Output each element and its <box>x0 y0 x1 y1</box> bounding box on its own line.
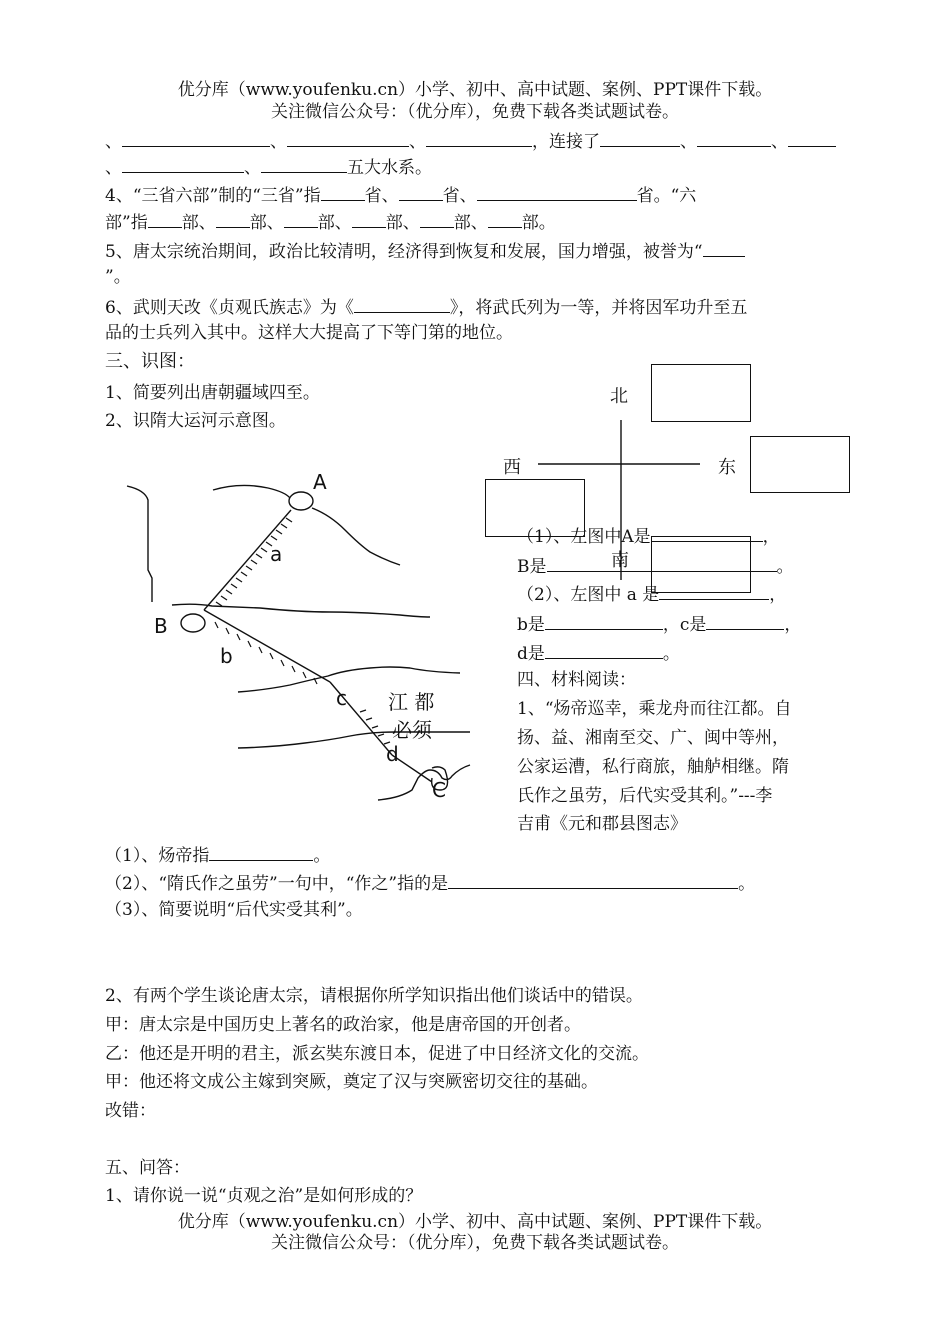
material-q1: （1）、炀帝指 。 <box>105 842 330 868</box>
question-6-line-1: 6、武则天改《贞观氏族志》为《 》，将武氏列为一等，并将因军功升至五 <box>105 294 747 320</box>
section-3-title: 三、识图： <box>105 351 195 372</box>
section-4-title: 四、材料阅读： <box>517 670 636 690</box>
map-label-d: d <box>386 742 399 766</box>
tang-q2: 2、有两个学生谈论唐太宗，请根据你所学知识指出他们谈话中的错误。 <box>105 986 643 1006</box>
tang-jia-1: 甲：唐太宗是中国历史上著名的政治家，他是唐帝国的开创者。 <box>105 1015 581 1035</box>
question-4-line-2: 部”指 部、 部、 部、 部、 部、 部。 <box>105 209 556 235</box>
section-3-q2: 2、识隋大运河示意图。 <box>105 411 286 431</box>
compass-north: 北 <box>610 386 628 407</box>
map-label-bixu: 必须 <box>392 718 432 742</box>
map-label-B: B <box>154 614 168 638</box>
footer-line-1: 优分库（www.youfenku.cn）小学、初中、高中试题、案例、PPT课件下载。 <box>177 1212 773 1232</box>
map-label-jiangdu: 江 都 <box>388 690 435 714</box>
map-label-c: c <box>336 686 347 710</box>
fill-line-2: 、 、 五大水系。 <box>105 154 432 180</box>
compass-south: 南 <box>611 550 629 571</box>
question-6-line-2: 品的士兵列入其中。这样大大提高了下等门第的地位。 <box>105 323 513 343</box>
map-q1: （1）、左图中A是 ， <box>517 523 780 549</box>
compass-east: 东 <box>718 457 736 478</box>
material-line-2: 扬、益、湘南至交、广、闽中等州， <box>517 728 789 748</box>
tang-fix: 改错： <box>105 1101 156 1121</box>
header-line-2: 关注微信公众号：（优分库），免费下载各类试题试卷。 <box>271 102 679 122</box>
map-label-A: A <box>313 470 327 494</box>
answer-box-west[interactable] <box>485 479 585 537</box>
material-q2: （2）、“隋氏作之虽劳”一句中，“作之”指的是 。 <box>105 870 755 896</box>
map-q1-b: B是 。 <box>517 553 794 579</box>
material-line-4: 氏作之虽劳，后代实受其利。”---李 <box>517 786 773 806</box>
material-line-3: 公家运漕，私行商旅，舳舻相继。隋 <box>517 757 789 777</box>
map-q2: （2）、左图中 a 是 ， <box>517 581 786 607</box>
material-line-1: 1、“炀帝巡幸，乘龙舟而往江都。自 <box>517 699 792 719</box>
header-line-1: 优分库（www.youfenku.cn）小学、初中、高中试题、案例、PPT课件下载。 <box>177 80 773 100</box>
tang-jia-2: 甲：他还将文成公主嫁到突厥，奠定了汉与突厥密切交往的基础。 <box>105 1072 598 1092</box>
section-5-q1: 1、请你说一说“贞观之治”是如何形成的？ <box>105 1186 423 1206</box>
material-line-5: 吉甫《元和郡县图志》 <box>517 814 687 834</box>
answer-box-south[interactable] <box>651 536 751 593</box>
section-5-title: 五、问答： <box>105 1158 190 1178</box>
section-3-q1: 1、简要列出唐朝疆域四至。 <box>105 383 320 403</box>
tang-yi: 乙：他还是开明的君主，派玄奘东渡日本，促进了中日经济文化的交流。 <box>105 1044 649 1064</box>
question-4-line-1: 4、“三省六部”制的“三省”指 省、 省、 省。“六 <box>105 182 696 208</box>
compass-west: 西 <box>503 457 521 478</box>
map-label-C: C <box>432 778 446 802</box>
footer-line-2: 关注微信公众号：（优分库），免费下载各类试题试卷。 <box>271 1233 679 1253</box>
material-q3: （3）、简要说明“后代实受其利”。 <box>105 900 363 920</box>
question-5-line-1: 5、唐太宗统治期间，政治比较清明，经济得到恢复和发展，国力增强，被誉为“ <box>105 238 745 264</box>
answer-box-east[interactable] <box>750 436 850 493</box>
map-q2-d: d是 。 <box>517 640 680 666</box>
map-label-b: b <box>220 644 233 668</box>
map-q2-bc: b是 ，c是 ， <box>517 611 801 637</box>
question-5-line-2: ”。 <box>105 267 131 287</box>
map-label-a: a <box>270 542 283 566</box>
answer-box-north[interactable] <box>651 364 751 422</box>
fill-line-1: 、 、 、 ，连接了 、 、 <box>105 128 836 154</box>
